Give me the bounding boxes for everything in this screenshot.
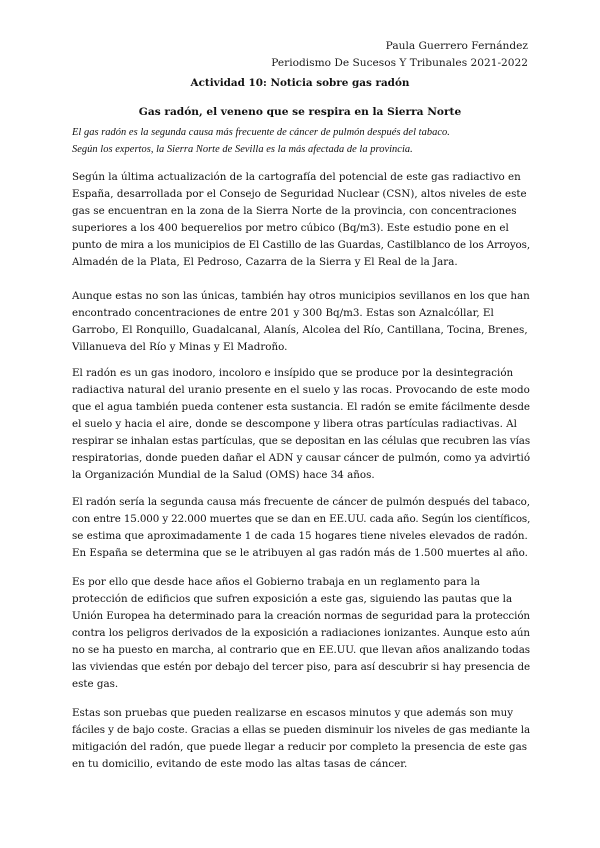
- paragraph-line: En España se determina que se le atribuyen al gas radón más de 1.500 muertes al año.: [72, 547, 528, 559]
- paragraph-line: Según la última actualización de la cartografía del potencial de este gas radiactivo en: [72, 171, 521, 183]
- lead-line: Según los expertos, la Sierra Norte de Sevilla es la más afectada de la provincia.: [72, 144, 413, 155]
- paragraph-line: respirar se inhalan estas partículas, que se depositan en las células que recubren las vías: [72, 435, 530, 447]
- paragraph-line: Estas son pruebas que pueden realizarse en escasos minutos y que además son muy: [72, 707, 514, 719]
- news-lead: [72, 124, 532, 158]
- paragraph-line: fáciles y de bajo coste. Gracias a ellas se pueden disminuir los niveles de gas mediante la: [72, 724, 530, 736]
- paragraph-line: el suelo y hacia el aire, donde se descompone y libera otras partículas radiactivas. Al: [72, 418, 517, 430]
- body-paragraph-1: [72, 169, 530, 271]
- paragraph-line: contra los peligros derivados de la exposición a radiaciones ionizantes. Aunque esto aún: [72, 627, 530, 639]
- body-paragraph-5: [72, 574, 530, 693]
- paragraph-line: Villanueva del Río y Minas y El Madroño.: [72, 341, 288, 353]
- paragraph-line: las viviendas que estén por debajo del tercer piso, para así descubrir si hay presencia de: [72, 661, 530, 673]
- news-headline: Gas radón, el veneno que se respira en la Sierra Norte: [138, 106, 462, 118]
- body-paragraph-2: [72, 288, 530, 356]
- page-header: [271, 38, 528, 72]
- paragraph-line: España, desarrollada por el Consejo de Seguridad Nuclear (CSN), altos niveles de este: [72, 188, 527, 200]
- body-paragraph-4: [72, 494, 530, 562]
- paragraph-line: protección de edificios que sufren exposición a este gas, siguiendo las pautas que la: [72, 593, 513, 605]
- paragraph-line: este gas.: [72, 678, 119, 690]
- paragraph-line: Garrobo, El Ronquillo, Guadalcanal, Alanís, Alcolea del Río, Cantillana, Tocina, Brenes,: [72, 324, 528, 336]
- paragraph-line: El radón es un gas inodoro, incoloro e insípido que se produce por la desintegración: [72, 367, 514, 379]
- paragraph-line: gas se encuentran en la zona de la Sierra Norte de la provincia, con concentraciones: [72, 205, 517, 217]
- paragraph-line: mitigación del radón, que puede llegar a reducir por completo la presencia de este gas: [72, 741, 527, 753]
- paragraph-line: Almadén de la Plata, El Pedroso, Cazarra de la Sierra y El Real de la Jara.: [72, 256, 458, 268]
- paragraph-line: encontrado concentraciones de entre 201 y 300 Bq/m3. Estas son Aznalcóllar, El: [72, 307, 494, 319]
- paragraph-line: Es por ello que desde hace años el Gobierno trabaja en un reglamento para la: [72, 576, 480, 588]
- paragraph-line: Unión Europea ha determinado para la creación normas de seguridad para la protección: [72, 610, 530, 622]
- paragraph-line: Aunque estas no son las únicas, también hay otros municipios sevillanos en los que han: [72, 290, 530, 302]
- paragraph-line: radiactiva natural del uranio presente en el suelo y las rocas. Provocando de este modo: [72, 384, 530, 396]
- body-paragraph-6: [72, 705, 530, 773]
- paragraph-line: punto de mira a los municipios de El Castillo de las Guardas, Castilblanco de los Arroyos,: [72, 239, 530, 251]
- body-paragraph-3: [72, 365, 530, 484]
- paragraph-line: no se ha puesto en marcha, al contrario que en EE.UU. que llevan años analizando todas: [72, 644, 530, 656]
- paragraph-line: superiores a los 400 bequerelios por metro cúbico (Bq/m3). Este estudio pone en el: [72, 222, 509, 234]
- paragraph-line: en tu domicilio, evitando de este modo las altas tasas de cáncer.: [72, 758, 408, 770]
- lead-line: El gas radón es la segunda causa más frecuente de cáncer de pulmón después del tabaco.: [72, 127, 450, 138]
- paragraph-line: con entre 15.000 y 22.000 muertes que se dan en EE.UU. cada año. Según los científicos,: [72, 513, 531, 525]
- paragraph-line: respiratorias, donde pueden dañar el ADN y causar cáncer de pulmón, como ya advirtió: [72, 452, 530, 464]
- author-name: Paula Guerrero Fernández: [385, 40, 528, 52]
- paragraph-line: El radón sería la segunda causa más frecuente de cáncer de pulmón después del tabaco,: [72, 496, 530, 508]
- paragraph-line: que el agua también pueda contener esta sustancia. El radón se emite fácilmente desde: [72, 401, 530, 413]
- paragraph-line: la Organización Mundial de la Salud (OMS) hace 34 años.: [72, 469, 375, 481]
- activity-title: Actividad 10: Noticia sobre gas radón: [190, 77, 410, 89]
- paragraph-line: se estima que aproximadamente 1 de cada 15 hogares tiene niveles elevados de radón.: [72, 530, 528, 542]
- course-name: Periodismo De Sucesos Y Tribunales 2021-2022: [271, 57, 528, 69]
